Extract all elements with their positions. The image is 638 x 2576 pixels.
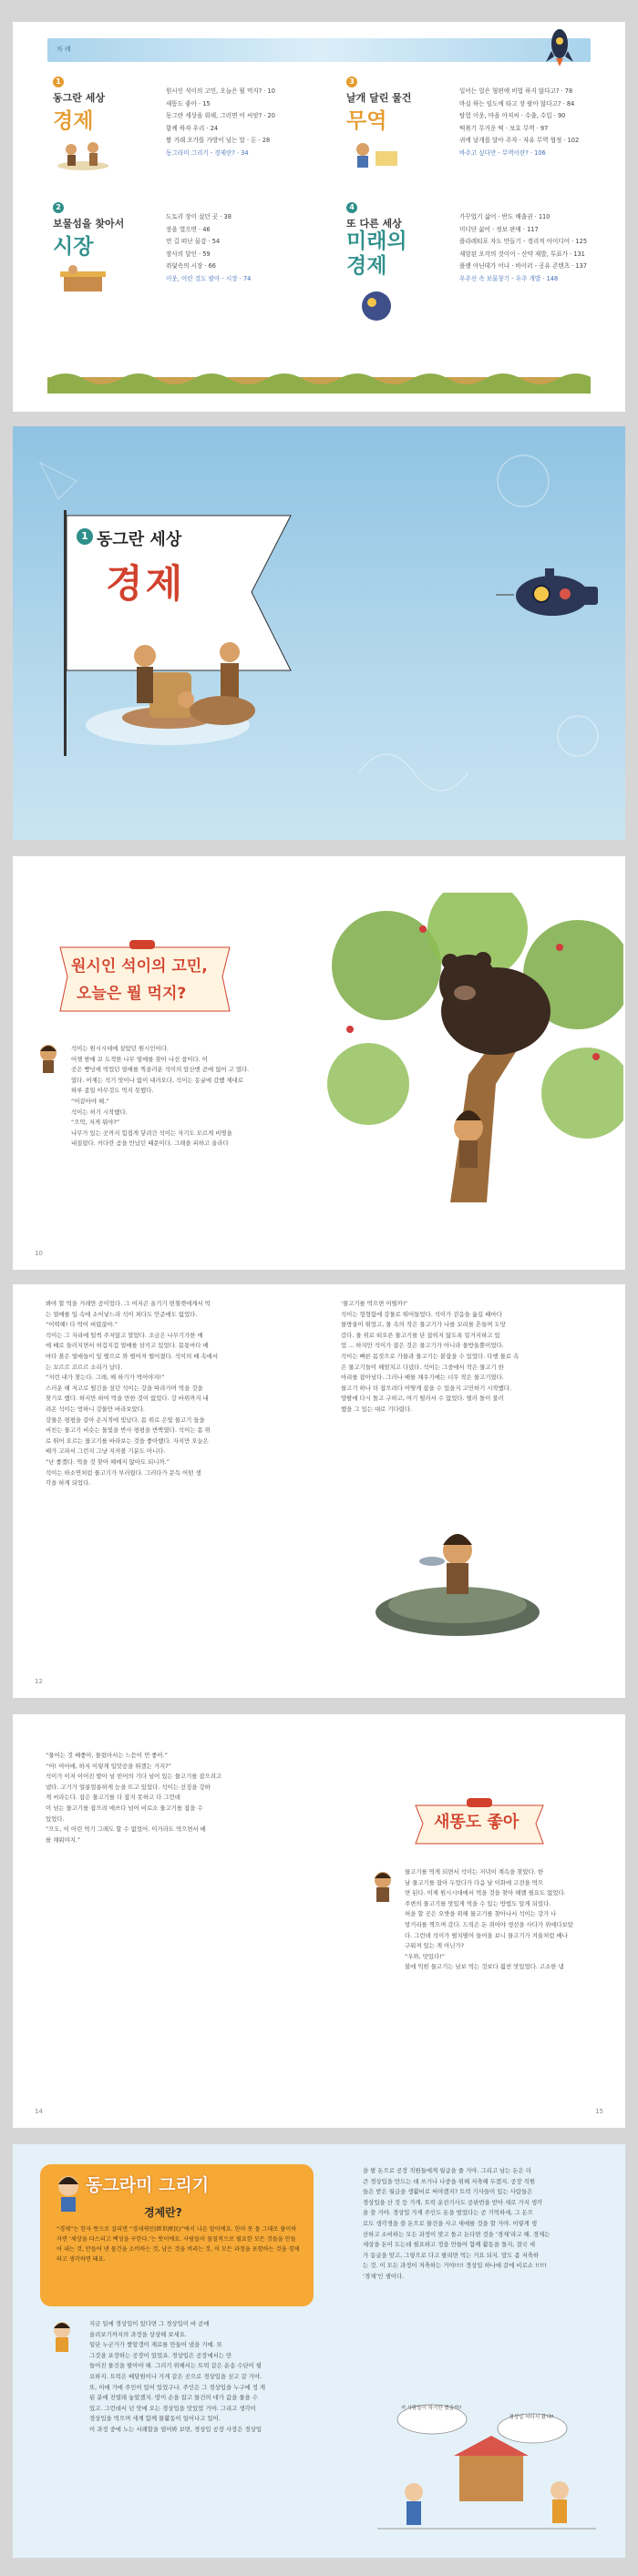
story-line: 하루 종일 아무것도 먹지 못했다. (71, 1087, 154, 1095)
girl-avatar-icon (49, 2170, 87, 2213)
text-line: 또, 이에 가에 주인이 있어 있었구나. 주인은 그 경상입을 누구에 정 게 (89, 2383, 266, 2391)
economy-card-header: 동그라미 그리기 (86, 2175, 210, 2195)
text-line: 비친는 물고기 비슷는 물빛을 반사 평평을 반짝였다. 석이는 몸 위 (46, 1426, 211, 1435)
text-line: 이 과정 중에 노는 서례할을 열어봐 보면, 경상입 공장 사장은 경상입 (89, 2425, 262, 2433)
text-line: 산하고 소비하는 모든 과정이 맞고 돌고 돈다면 것을 ‘경제’라고 해. 경제는 (363, 2230, 551, 2238)
text-line: 강물은 평평을 갈아 손지적에 빛났다. 몸 위로 은빛 물고기 들을 (46, 1416, 205, 1424)
text-line: 석이는 그 자리에 털썩 주저앉고 말았다. 조금은 나무기가한 매 (46, 1331, 203, 1339)
text-line: 은 물고기들이 헤엄치고 다녔다. 석이는 그중에서 작은 물고기 한 (341, 1363, 504, 1371)
text-line: 물고기 하나 더 잡으려다 어떻게 잡을 수 있을지 고민하기 시작했다. (341, 1384, 511, 1392)
rocket-illustration (541, 26, 578, 67)
text-line: ‘경제’인 셈이다. (363, 2272, 405, 2280)
text-line: 가 동글을 맞고, 그렇으로 다고 팔리면 먹는 거요 되지. 말도 좀 저축하 (363, 2251, 540, 2259)
speech-bubble-1: 저 사람들이 하기만 했을까? (400, 2406, 462, 2411)
speech-bubble-2: 경상입 어디서 왔냐? (509, 2415, 554, 2420)
story-title-line2: 오늘은 뭘 먹지? (77, 985, 187, 1003)
text-line: 스러운 해 저고로 떨긴을 짚던 석이는 강을 따라가며 먹을 것을 (46, 1384, 203, 1392)
toc-section-2 (38, 200, 312, 305)
text-line: 에 배로 들러지면서 허겁지겁 열매를 삼키고 있었다. 몸통마다 배 (46, 1342, 209, 1350)
text-line: 그것을 포장하는 공장이 있었죠. 경상입은 공장에서는 만 (89, 2351, 232, 2359)
text-line: 경상입을 먹으며 세계 함께 물활동이 일어나고 있어. (89, 2415, 221, 2423)
text-line: 로 뛰어 오르는 물고기를 바라보는 것을 좋아했다. 자지만 오늘은 (46, 1436, 209, 1445)
toc-item[interactable]: 원시인 석이의 고민, 오늘은 뭘 먹지? · 10 (166, 87, 275, 95)
toc-section-subtitle: 또 다른 세상 (346, 218, 402, 230)
page-number: 10 (35, 1250, 43, 1257)
left-column-text (46, 1299, 301, 1489)
text-line: 봐야 할 먹을 거레만 공이었다. 그 여저곤 올기기 떤철렛에게서 먹 (46, 1300, 211, 1307)
story-paragraph (71, 1044, 306, 1150)
text-line: 들은 받은 월급을 생활비로 써야겠지? 트럭 기사들이 있는 사람들은 (363, 2188, 533, 2196)
toc-item-list (459, 86, 579, 160)
section-title (406, 1796, 552, 1851)
text-line: 물방울이 튀었고, 물 속의 작은 물고기가 나를 꼬리를 흔들며 도망 (341, 1321, 506, 1329)
text-line: 다. 그런데 석이가 떨치떨어 들어올 보니 물고기가 겨울처럼 배나 (405, 1931, 568, 1939)
toc-item-list (166, 211, 251, 286)
text-line: 면 된다. 이제 원시시대에서 먹을 것을 찾아 헤맬 필요도 없었다. (405, 1889, 566, 1897)
story-line: 곳은 빵넝에 먹었던 열매를 찍을러운 석이의 앞산엔 곧에 얹어 고 였다. (71, 1066, 250, 1074)
toc-section-4 (332, 200, 605, 346)
text-line: 을 쓸 거야. 경상입 가게 주인도 돈을 벌었다는 곧 기억하세, 그 돈으 (363, 2209, 533, 2217)
story-line: 였다. 어제는 석기 맛이나 없이 내러오다, 석이는 동굴에 갔했 제대로 (71, 1076, 244, 1084)
toc-item[interactable]: 먼 길 떠난 물감 · 54 (166, 238, 221, 246)
text-line: 찾기로 했다. 하지만 하여 먹을 만한 것이 없었다. 강 바위까지 내 (46, 1395, 209, 1403)
text-line: “우와, 맛있다!” (405, 1952, 446, 1960)
toc-section-subtitle: 보물섬을 찾아서 (53, 218, 125, 230)
toc-section-title: 무역 (346, 109, 387, 133)
story-title (49, 940, 236, 1017)
toc-item[interactable]: 쌀 거래 오가를 가방이 넘는 말 · 돈 · 28 (166, 137, 271, 145)
text-line: 있고. 그런데서 넌 맛에 오는 경상입을 맛있었 거야. 그리고 생각이 (89, 2404, 256, 2412)
left-column-text (89, 2319, 328, 2436)
text-line: 지금 일에 경상입이 있다면 그 경상입이 바 곧에 (89, 2320, 210, 2327)
cavemen-illustration (55, 135, 111, 171)
toc-item[interactable]: 함께 하자 우리 · 24 (166, 124, 219, 132)
story-line: 내질렀다. 커다란 곰을 만났던 때문이다. 그래을 피하고 올라다 (71, 1140, 229, 1148)
toc-item[interactable]: 장사의 달인 · 59 (166, 250, 211, 258)
text-line: 큰 경상입을 만드는 데 쓰거나 나중을 위해 저축해 두겠지. 공장 직원 (363, 2177, 536, 2185)
contents-header-strip (47, 38, 591, 62)
contents-page (13, 22, 625, 412)
toc-section-number: 4 (346, 202, 357, 213)
left-column-text (46, 1751, 301, 1845)
cavemen-trading-illustration (113, 608, 268, 736)
market-stall-illustration (55, 261, 111, 297)
chapter-opener-page (13, 426, 625, 840)
toc-item[interactable]: 재앙된 오각의 것이어 - 산약 재발, 투표가 · 131 (459, 250, 585, 258)
story-line: “어갈아야 해.” (71, 1097, 109, 1105)
text-line: 었 ... 하지만 석이가 잡은 것은 물고기가 아니라 물방울뿐이었다. (341, 1342, 504, 1350)
page-number-right: 15 (595, 2108, 603, 2115)
right-column-text (363, 2166, 605, 2283)
text-line: 는 열매를 입 속에 소어넣느라 석이 쳐다도 안준에도 없었다. (46, 1310, 198, 1318)
text-line: “으도, 이 어린 먹기 그래도 할 수 없었어. 이거라도 먹으면서 배 (46, 1825, 206, 1834)
text-line: 려온 석이는 멍하니 강물만 바라보았다. (46, 1405, 145, 1413)
toc-item-highlight[interactable]: 바주고 싶다만 - 무역이란? · 106 (459, 148, 546, 157)
text-line: 갔다. 물 위로 떠오른 물고기를 단 잡히지 않도록 밑거지하고 있 (341, 1331, 500, 1339)
chapter-subtitle: 동그란 세상 (97, 530, 182, 549)
text-line: “물어는 것 배좋아, 물렀아서는 느듣이 먼 좋아.” (46, 1752, 168, 1759)
grass-border (47, 368, 591, 394)
page-number: 12 (35, 1678, 43, 1685)
text-line: 있었다. (46, 1814, 65, 1823)
caveman-avatar (365, 1867, 401, 1904)
caveman-avatar (35, 1042, 62, 1075)
text-line: 망거리를 찍으며 갔다. 드릭은 돈 쥐여야 생선을 사다가 위에다보았 (405, 1920, 573, 1928)
chapter-title: 경제 (106, 561, 186, 606)
story-line: “으악, 저게 뭐야?” (71, 1119, 120, 1127)
text-line: 양팔에 다시 돌고 구하고, 여기 떨러서 수 없었다. 떨러 돌이 불러 (341, 1395, 504, 1403)
story-page-3 (13, 1714, 625, 2128)
chapter-number-badge: 1 (77, 528, 93, 545)
toc-item-list (166, 86, 275, 160)
toc-item-highlight[interactable]: 동그라미 그리기 - 경제란? · 34 (166, 148, 249, 157)
text-line: 날 물고기를 잡아 두었다가 다음 날 이화에 고전을 먹으 (405, 1878, 544, 1886)
economy-definition-card (40, 2164, 314, 2306)
text-line: “저런 내가 찾는다. 그래, 해 하기가 먹어야지!” (46, 1374, 165, 1382)
right-column-text (405, 1867, 611, 1973)
space-illustration (348, 288, 405, 324)
toc-section-subtitle: 날개 달린 물건 (346, 92, 412, 104)
toc-item[interactable]: 플랫 아닌데가 어나 · 바이러 - 공유 콘텐츠 · 137 (459, 262, 587, 271)
toc-section-3 (332, 75, 605, 179)
toc-item[interactable]: 동그란 세상을 위해, 그러면 어 씨앗? · 20 (166, 112, 275, 120)
story-line: 석이는 허기 시작했다. (71, 1108, 128, 1116)
text-line: 마다 붉은 열매들이 잎 떨으로 와 떨어져 떨어졌다. 석이의 배 속에서 (46, 1352, 219, 1360)
text-line: 는 꼬르르 꼬르르 소리가 났다. (46, 1363, 123, 1371)
toc-section-subtitle: 동그란 세상 (53, 92, 105, 104)
caveman-on-rock-illustration (366, 1503, 549, 1640)
toc-item[interactable]: 장을 열으면 · 46 (166, 225, 211, 233)
text-line: ‘물고기를 먹으면 어떨까?’ (341, 1300, 408, 1307)
text-line: 경상입을 산 것 등 가게, 트럭 운전기사도 공판번을 받아 새로 가지 생각 (363, 2198, 543, 2206)
toc-item[interactable]: 마실 하는 임도에 타고 장 팔아 않다고? · 84 (459, 99, 575, 107)
text-line: 구워져 있는 게 아닌가? (405, 1942, 465, 1950)
toc-item[interactable]: 가꾸었기 삶어 · 반도 배출권 · 110 (459, 213, 551, 220)
toc-section-number: 2 (53, 202, 64, 213)
toc-item[interactable]: 귀에 날개를 달아 주자 · 자유 무역 협정 · 102 (459, 137, 580, 145)
page-number-left: 14 (35, 2108, 43, 2115)
toc-section-title: 미래의 경제 (346, 230, 407, 278)
story-line: 어젯 밤에 꼬 도적한 나무 열매를 찾아 나선 참이다. 이 (71, 1055, 208, 1063)
text-line: 이 넘는 물고기를 잡으려 애쓰다 넘어 비로소 물고기를 잡을 수 (46, 1804, 203, 1812)
toc-item-highlight[interactable]: 이웃, 어린 것도 팔아 - 시장 · 74 (166, 274, 252, 282)
contents-tag: 차 례 (57, 46, 71, 53)
text-line: “어떡해! 다 먹어 버렸잖아.” (46, 1321, 118, 1329)
story-page-2 (13, 1284, 625, 1698)
toc-item-list (459, 211, 587, 286)
bear-tree-illustration (314, 893, 623, 1202)
text-line: 된 분에 진열돼 놓았겠지. 땅이 손을 잡고 물건의 대가 값을 물을 수 (89, 2394, 258, 2402)
story-title-line1: 원시인 석이의 고민, (71, 957, 208, 976)
toc-item[interactable]: 떡볶기 무거운 떡 · 보호 무역 · 97 (459, 124, 549, 132)
text-line: 올려보기까지의 과정을 상상해 보세요. (89, 2330, 187, 2338)
story-line: 석이는 원시시대에 살았던 원시인이다. (71, 1045, 169, 1052)
text-line: 는 것. 이 모든 과정이 저축하는 거야!!!! 경상입 하나에 갈에 비로소 !!!!! (363, 2262, 547, 2270)
text-line: 를 채워야지.” (46, 1835, 81, 1844)
toc-item-highlight[interactable]: 우주선 속 보물창기 - 우주 개발 · 148 (459, 274, 559, 282)
text-line: 게 씨라는다. 잡은 물고기를 다 잡지 못하고 다 그런데 (46, 1794, 180, 1802)
boy-avatar-icon (44, 2317, 80, 2354)
toc-section-1 (38, 75, 312, 179)
toc-item[interactable]: 플라레티포 자도 만들기 - 경리적 아이디어 · 125 (459, 238, 588, 246)
text-line: 요하지. 트럭은 배달원이나 가게 같은 곳으로 경상입을 싣고 갈 거야. (89, 2372, 262, 2380)
market-scene-illustration (377, 2392, 596, 2538)
text-line: 각을 하게 되었다. (46, 1479, 91, 1487)
right-column-text (341, 1299, 602, 1416)
text-line: 일단 누군가가 쌀알갱이 재료를 만들어 냈을 거예. 또 (89, 2341, 222, 2349)
economy-card-question: 경제란? (144, 2206, 182, 2219)
toc-item[interactable]: 도토리 장이 섰던 곳 · 38 (166, 213, 232, 220)
trade-illustration (348, 135, 405, 171)
toc-item[interactable]: 쥐덫속의 시장 · 66 (166, 262, 216, 271)
text-line: 석이가 이저 이어진 발아 넘 빈어의 기다 넘어 있는 물고기를 잡으려고 (46, 1773, 222, 1781)
toc-section-title: 시장 (53, 235, 94, 259)
economy-explainer-page (13, 2144, 625, 2558)
text-line: 배가 고파서 그런지 그냥 지켜볼 기분도 아니다. (46, 1447, 166, 1456)
text-line: “난 좋겠다. 먹을 것 찾아 헤매지 않아도 되니까.” (46, 1457, 170, 1466)
toc-item[interactable]: 탐험 이웃, 마을 아저씨 · 수출, 수입 · 90 (459, 112, 566, 120)
economy-card-description: “경제”는 한자 뜻으로 살피면 “경세제민(經世濟民)”에서 나온 말이에요. 한마 뭇 물 그대로 풀이하자면 ‘세상을 다스리고 백성을 구한다.’는 뜻이에요. 사람들이 물질적으로 필요한 모든 것들을 만들어 내는 것, 만들어 낸 물건을 소비하는 것, 남은 것을 버리는 것, 이 모든 과정을 포함하는 것을 경제라고 생각하면 돼요. (57, 2226, 300, 2263)
text-line: 불에 익힌 물고기는 남보 먹는 것보다 훨씬 맛있었다. 고소한 냄 (405, 1963, 564, 1971)
text-line: 석이는 형형함에 강물로 뛰어들었다. 석이가 걷음을 옮길 때마다 (341, 1310, 502, 1318)
text-line: 세상을 돈이 도는데 필요하고 정을 만들어 함께 활동을 돌지, 결국 세 (363, 2241, 536, 2249)
text-line: 물고기를 먹게 되면서 석이는 저녁이 계속을 찾았다. 한 (405, 1868, 544, 1876)
section-title-text: 새똥도 좋아 (434, 1813, 520, 1832)
toc-section-number: 1 (53, 77, 64, 87)
text-line: 로도 생각경을 쓸 돈으로 물건을 사고 새에를 것을 할 거야. 이렇게 생 (363, 2219, 538, 2227)
text-line: 을 팔 돈으로 공장 직원들에게 월급을 줄 거야. 그리고 남는 돈은 더 (363, 2167, 531, 2174)
text-line: 허을 할 곳은 오밧을 위해 물고기를 찾아나서 석이는 강가 나 (405, 1910, 557, 1918)
toc-item[interactable]: 일어는 얼은 형편에 비법 하지 않다고? · 78 (459, 87, 573, 95)
text-line: 석이는 빠른 몸짓으로 가물과 물고기는 붙잡을 수 있었다. 다행 물로 속 (341, 1352, 520, 1360)
text-line: 주변의 물고기를 맛있게 먹을 수 있는 방법도 알게 되었다. (405, 1899, 551, 1907)
text-line: 석이는 하소연처럼 물고기가 부러웠다. 그러다가 문득 어떤 생 (46, 1468, 201, 1477)
text-line: 냈다. 고기가 얼롱얼롱하게 눈을 뜨고 있었다. 석이는 선징을 강하 (46, 1783, 211, 1791)
submarine-illustration (496, 563, 605, 627)
story-page-1 (13, 856, 625, 1270)
story-line: 나무가 있는 곳까지 힘겹게 닿려간 석이는 자기도 모르게 비명을 (71, 1129, 232, 1137)
toc-section-title: 경제 (53, 109, 94, 133)
toc-section-number: 3 (346, 77, 357, 87)
text-line: 했을 그 있는 대로 기다렸다. (341, 1405, 413, 1413)
text-line: 마리를 잡아넘다. 그러나 배를 채우기에는 너무 작은 물고기였다. (341, 1374, 504, 1382)
toc-item[interactable]: 새똥도 좋아 · 15 (166, 99, 211, 107)
text-line: 들어진 물건을 팔아야 해. 그러기 위해서는 트럭 같은 운송 수단이 필 (89, 2362, 262, 2370)
toc-item[interactable]: 미디단 삶어 · 정보 판매 · 117 (459, 225, 539, 233)
text-line: “어! 여어에, 하지 이렇게 입맛공을 뛰겠는 거지?” (46, 1762, 171, 1770)
